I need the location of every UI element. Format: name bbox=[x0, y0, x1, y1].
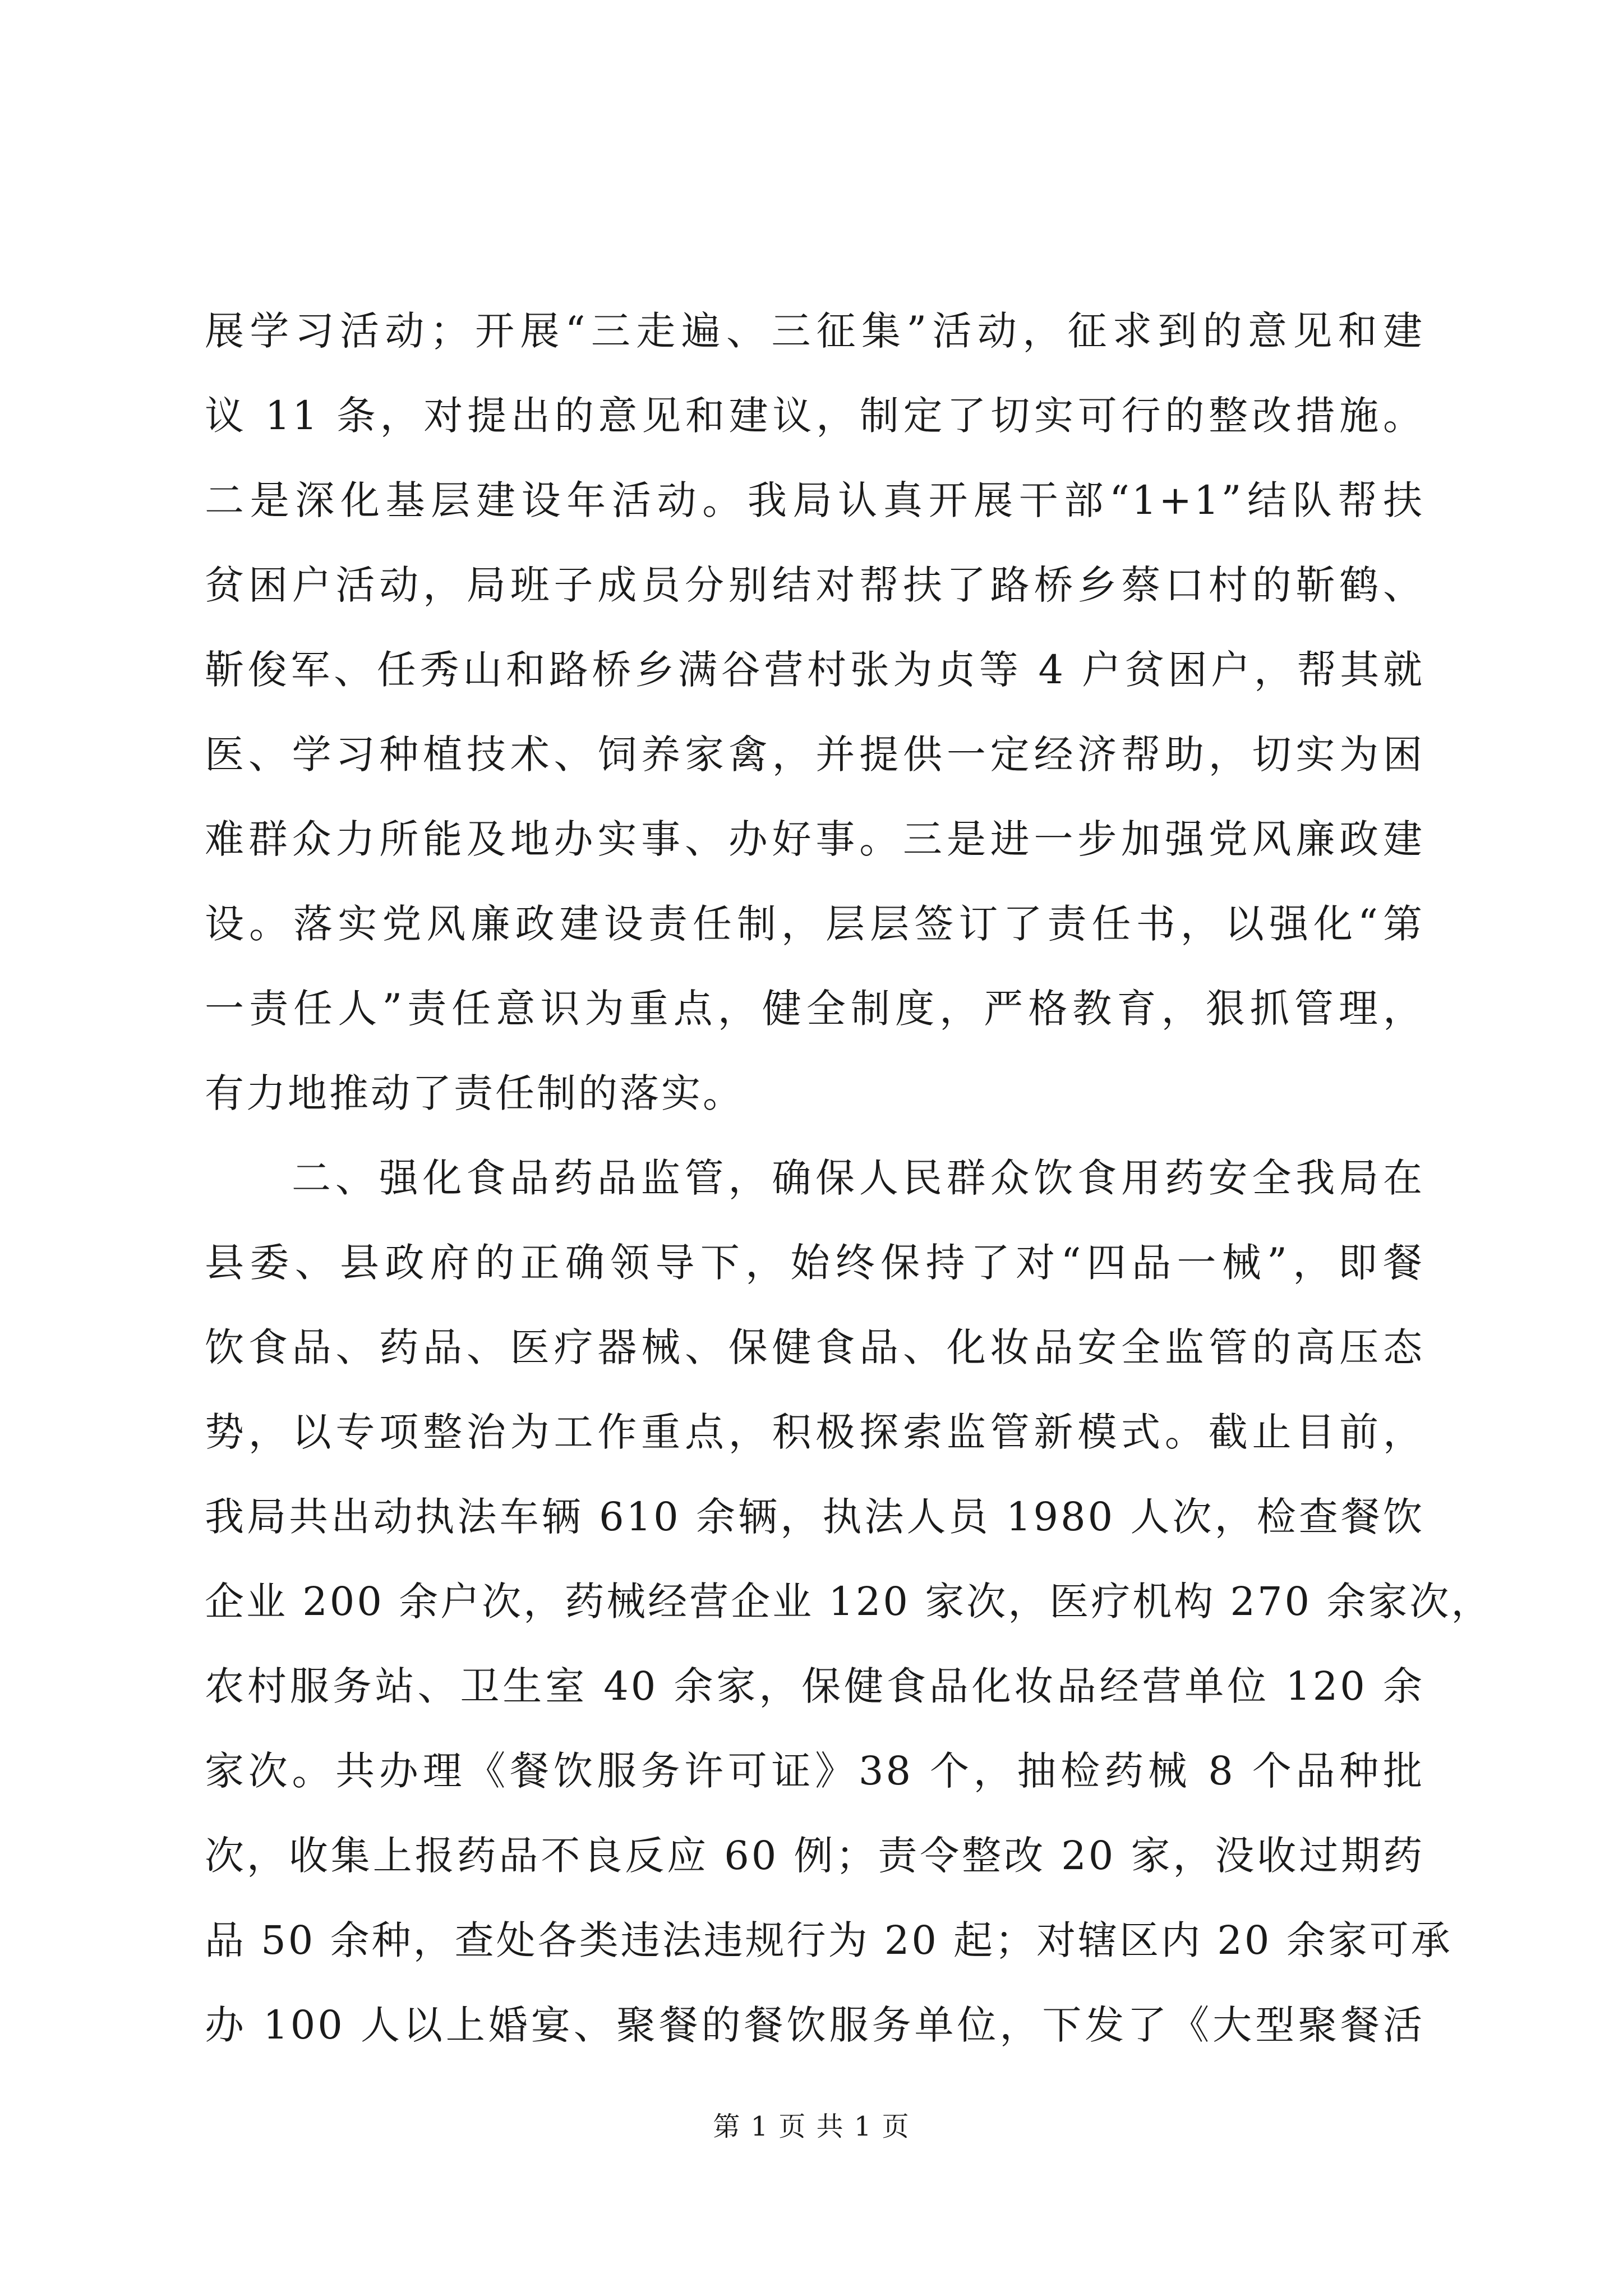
text-line: 展学习活动；开展“三走遍、三征集”活动，征求到的意见和建 bbox=[205, 308, 1424, 354]
text-line: 靳俊军、任秀山和路桥乡满谷营村张为贞等 4 户贫困户，帮其就 bbox=[205, 647, 1424, 693]
text-line: 二是深化基层建设年活动。我局认真开展干部“1+1”结队帮扶 bbox=[205, 477, 1424, 523]
page-number-label: 第 1 页 共 1 页 bbox=[713, 2111, 910, 2142]
page-footer bbox=[0, 2105, 1623, 2143]
text-line: 饮食品、药品、医疗器械、保健食品、化妆品安全监管的高压态 bbox=[205, 1324, 1424, 1370]
text-line: 势，以专项整治为工作重点，积极探索监管新模式。截止目前， bbox=[205, 1409, 1424, 1455]
text-line: 办 100 人以上婚宴、聚餐的餐饮服务单位，下发了《大型聚餐活 bbox=[205, 2002, 1424, 2048]
text-line: 议 11 条，对提出的意见和建议，制定了切实可行的整改措施。 bbox=[205, 393, 1424, 439]
text-line: 我局共出动执法车辆 610 余辆，执法人员 1980 人次，检查餐饮 bbox=[205, 1494, 1424, 1540]
text-line: 家次。共办理《餐饮服务许可证》38 个，抽检药械 8 个品种批 bbox=[205, 1748, 1424, 1794]
text-line: 医、学习种植技术、饲养家禽，并提供一定经济帮助，切实为困 bbox=[205, 731, 1424, 777]
text-line: 次，收集上报药品不良反应 60 例；责令整改 20 家，没收过期药 bbox=[205, 1833, 1424, 1879]
text-line: 品 50 余种，查处各类违法违规行为 20 起；对辖区内 20 余家可承 bbox=[205, 1917, 1453, 1963]
text-line: 农村服务站、卫生室 40 余家，保健食品化妆品经营单位 120 余 bbox=[205, 1663, 1424, 1709]
text-line-paragraph-start: 二、强化食品药品监管，确保人民群众饮食用药安全我局在 bbox=[292, 1155, 1424, 1201]
text-line: 设。落实党风廉政建设责任制，层层签订了责任书，以强化“第 bbox=[205, 901, 1424, 947]
text-line: 难群众力所能及地办实事、办好事。三是进一步加强党风廉政建 bbox=[205, 816, 1424, 862]
text-line-paragraph-end: 有力地推动了责任制的落实。 bbox=[205, 1070, 744, 1116]
text-line: 贫困户活动，局班子成员分别结对帮扶了路桥乡蔡口村的靳鹤、 bbox=[205, 562, 1424, 608]
text-line: 县委、县政府的正确领导下，始终保持了对“四品一械”，即餐 bbox=[205, 1240, 1424, 1286]
document-body bbox=[205, 289, 1493, 2068]
text-line: 一责任人”责任意识为重点，健全制度，严格教育，狠抓管理， bbox=[205, 986, 1424, 1032]
text-line: 企业 200 余户次，药械经营企业 120 家次，医疗机构 270 余家次， bbox=[205, 1579, 1493, 1625]
